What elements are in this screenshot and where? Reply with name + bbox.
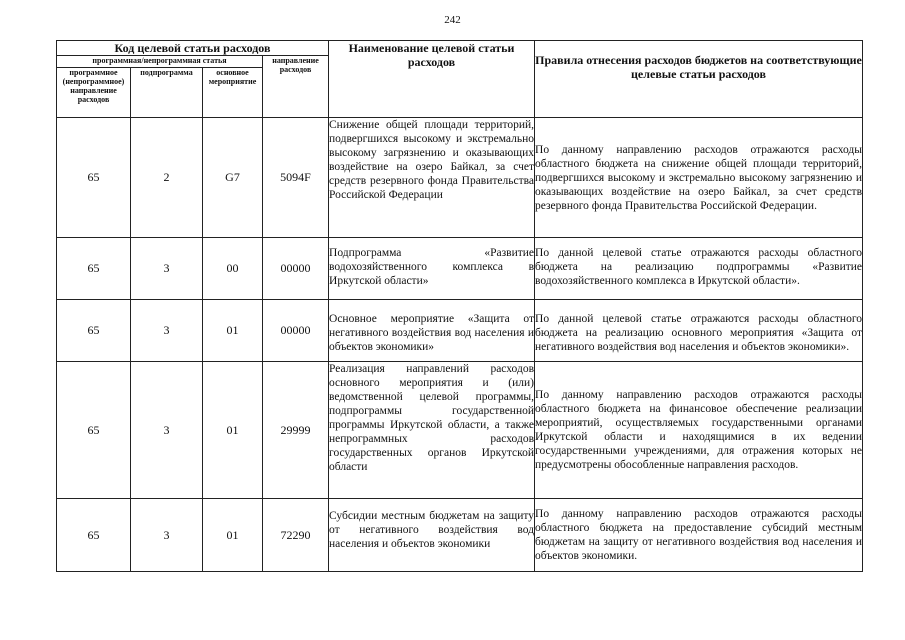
item-rule: По данной целевой статье отражаются расходы областного бюджета на реализацию основного мероприятия «Защита от негативного воздействия вод населения и объектов экономики». bbox=[535, 300, 863, 362]
subprogram-code: 3 bbox=[131, 499, 203, 572]
item-name: Снижение общей площади территорий, подвергшихся высокому и экстремально высокому загрязнению и оказывающих воздействие на озеро Байкал, за счет средств резервного фонда Правительства Российской Федерации bbox=[329, 118, 535, 238]
main-event-code: G7 bbox=[203, 118, 263, 238]
direction-code: 72290 bbox=[263, 499, 329, 572]
subprogram-code: 3 bbox=[131, 362, 203, 499]
table-row bbox=[57, 362, 863, 499]
item-name: Основное мероприятие «Защита от негативного воздействия вод населения и объектов экономики» bbox=[329, 300, 535, 362]
direction-code: 5094F bbox=[263, 118, 329, 238]
budget-classification-table bbox=[56, 40, 863, 572]
header-subprogram-column: подпрограмма bbox=[131, 68, 203, 118]
subprogram-code: 3 bbox=[131, 300, 203, 362]
header-program-group: программная/непрограммная статья bbox=[57, 56, 263, 68]
program-code: 65 bbox=[57, 300, 131, 362]
header-direction-column: направление расходов bbox=[263, 56, 329, 118]
main-event-code: 00 bbox=[203, 238, 263, 300]
page-number: 242 bbox=[444, 14, 461, 26]
table-row bbox=[57, 238, 863, 300]
header-code-group: Код целевой статьи расходов bbox=[57, 41, 329, 56]
table-row bbox=[57, 118, 863, 238]
main-event-code: 01 bbox=[203, 300, 263, 362]
subprogram-code: 2 bbox=[131, 118, 203, 238]
header-name-column: Наименование целевой статьи расходов bbox=[329, 41, 535, 118]
program-code: 65 bbox=[57, 118, 131, 238]
item-rule: По данному направлению расходов отражаются расходы областного бюджета на финансовое обеспечение реализации мероприятий, осуществляемых государственными органами Иркутской области и находящимися в их ведении государственными учреждениями, для отражения которых не предусмотрены обособленные направления расходов. bbox=[535, 362, 863, 499]
program-code: 65 bbox=[57, 499, 131, 572]
header-program-column: программное (непрограммное) направление расходов bbox=[57, 68, 131, 118]
table-row bbox=[57, 300, 863, 362]
item-name: Подпрограмма «Развитие водохозяйственного комплекса в Иркутской области» bbox=[329, 238, 535, 300]
direction-code: 29999 bbox=[263, 362, 329, 499]
item-rule: По данному направлению расходов отражаются расходы областного бюджета на снижение общей площади территорий, подвергшихся высокому и экстремально высокому загрязнению и оказывающих воздействие на озеро Байкал, за счет средств резервного фонда Правительства Российской Федерации. bbox=[535, 118, 863, 238]
main-event-code: 01 bbox=[203, 499, 263, 572]
header-main-event-column: основное мероприятие bbox=[203, 68, 263, 118]
item-rule: По данному направлению расходов отражаются расходы областного бюджета на предоставление субсидий местным бюджетам на защиту от негативного воздействия вод населения и объектов экономики. bbox=[535, 499, 863, 572]
table-row bbox=[57, 499, 863, 572]
main-event-code: 01 bbox=[203, 362, 263, 499]
program-code: 65 bbox=[57, 362, 131, 499]
item-rule: По данной целевой статье отражаются расходы областного бюджета на реализацию подпрограммы «Развитие водохозяйственного комплекса в Иркутской области». bbox=[535, 238, 863, 300]
direction-code: 00000 bbox=[263, 238, 329, 300]
header-rules-column: Правила отнесения расходов бюджетов на соответствующие целевые статьи расходов bbox=[535, 41, 863, 118]
direction-code: 00000 bbox=[263, 300, 329, 362]
subprogram-code: 3 bbox=[131, 238, 203, 300]
item-name: Субсидии местным бюджетам на защиту от негативного воздействия вод населения и объектов экономики bbox=[329, 499, 535, 572]
item-name: Реализация направлений расходов основного мероприятия и (или) ведомственной целевой программы, подпрограммы государственной программы Иркутской области, а также непрограммных расходов государственных органов Иркутской области bbox=[329, 362, 535, 499]
program-code: 65 bbox=[57, 238, 131, 300]
